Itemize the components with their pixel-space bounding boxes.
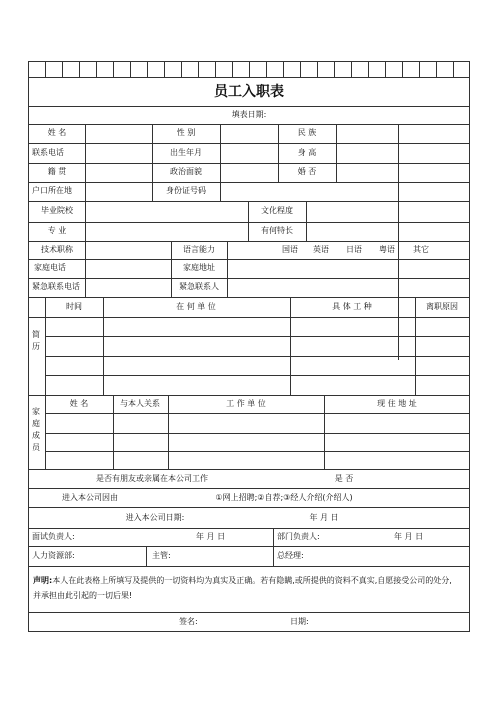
dept-head-label: 部门负责人: (277, 532, 320, 541)
emergency-phone-label: 紧急联系电话 (32, 282, 80, 291)
col-line (168, 395, 169, 469)
col-line (146, 546, 147, 566)
col-line (220, 124, 221, 182)
specialty-label: 有何特长 (261, 226, 293, 235)
col-line (220, 182, 221, 201)
border-left (28, 61, 29, 632)
grid-tick (436, 61, 437, 77)
grid-tick (62, 61, 63, 77)
row-line (28, 488, 470, 489)
family-header-name: 姓 名 (69, 399, 89, 408)
education-label: 文化程度 (261, 206, 293, 215)
row-line (45, 336, 470, 337)
row-line (45, 433, 470, 434)
col-line (248, 201, 249, 241)
row-line (28, 278, 470, 279)
row-line (28, 143, 470, 144)
family-header-address: 现 住 地 址 (377, 399, 417, 408)
birth-label: 出生年月 (170, 148, 202, 157)
family-label-char: 成 (32, 431, 40, 440)
col-line (324, 395, 325, 469)
resume-header-employer: 在 何 单 位 (176, 302, 216, 311)
family-label-char: 庭 (32, 419, 40, 428)
grid-tick (164, 61, 165, 77)
col-line (85, 124, 86, 182)
ethnicity-label: 民 族 (297, 128, 317, 137)
resume-header-leave-reason: 离职原因 (426, 302, 458, 311)
row-line (28, 124, 470, 125)
language-option: 其它 (413, 245, 429, 254)
row-line (28, 182, 470, 183)
family-header-relation: 与本人关系 (120, 399, 160, 408)
language-label: 语言能力 (183, 245, 215, 254)
col-line (415, 297, 416, 395)
major-label: 专 业 (47, 226, 67, 235)
grid-tick (419, 61, 420, 77)
family-label-char: 员 (32, 443, 40, 452)
grid-tick (249, 61, 250, 77)
phone-label: 联系电话 (32, 148, 64, 157)
school-label: 毕业院校 (41, 206, 73, 215)
grid-tick (147, 61, 148, 77)
supervisor-label: 主管: (152, 551, 171, 560)
grid-tick (96, 61, 97, 77)
declaration-text: 本人在此表格上所填写及提供的一切资料均为真实及正确。若有隐瞒,或所提供的资料不真实,自愿接受公司的处分,并承担由此引起的一切后果! (33, 576, 452, 600)
title-rank-label: 技术职称 (41, 245, 73, 254)
row-line (28, 259, 470, 260)
grid-tick (385, 61, 386, 77)
employee-onboarding-form (28, 61, 470, 632)
grid-tick (453, 61, 454, 77)
col-line (306, 201, 307, 241)
grid-tick (317, 61, 318, 77)
declaration (33, 573, 457, 603)
row-line (28, 528, 470, 529)
hr-label: 人力资源部: (32, 551, 75, 560)
fill-date-label: 填表日期: (231, 110, 267, 119)
col-line (85, 201, 86, 241)
grid-tick (368, 61, 369, 77)
grid-tick (215, 61, 216, 77)
resume-label-char: 历 (32, 342, 40, 351)
col-line (336, 124, 337, 182)
language-option: 国语 (282, 245, 298, 254)
grid-tick (402, 61, 403, 77)
border-bottom (28, 631, 470, 632)
row-line (28, 201, 470, 202)
grid-tick (266, 61, 267, 77)
signature-label: 签名: (179, 617, 198, 626)
row-line (45, 451, 470, 452)
name-label: 姓 名 (47, 128, 67, 137)
grid-tick (300, 61, 301, 77)
row-line (28, 469, 470, 470)
relatives-answer: 是 否 (334, 474, 354, 483)
row-line (45, 413, 470, 414)
political-label: 政治面貌 (170, 167, 202, 176)
col-line (398, 124, 399, 360)
row-line (28, 297, 470, 298)
join-reason-label: 进入本公司因由 (62, 493, 118, 502)
resume-header-job: 具 体 工 种 (332, 302, 372, 311)
col-line (113, 395, 114, 469)
hukou-label: 户口所在地 (32, 186, 72, 195)
col-line (152, 124, 153, 182)
relatives-question: 是否有朋友或亲属在本公司工作 (96, 474, 208, 483)
col-line (85, 182, 86, 201)
col-line (278, 124, 279, 182)
entry-date-value: 年 月 日 (309, 513, 339, 522)
form-title: 员工入职表 (214, 84, 284, 100)
gender-label: 性 别 (176, 128, 196, 137)
sign-date-label: 日期: (290, 617, 309, 626)
height-label: 身 高 (297, 148, 317, 157)
row-line (28, 241, 470, 242)
col-line (103, 297, 104, 395)
grid-tick (283, 61, 284, 77)
col-line (227, 241, 228, 297)
row-line (28, 395, 470, 396)
grid-tick (334, 61, 335, 77)
row-line (28, 507, 470, 508)
grid-tick (130, 61, 131, 77)
family-header-workplace: 工 作 单 位 (226, 399, 266, 408)
id-number-label: 身份证号码 (166, 186, 206, 195)
grid-tick (232, 61, 233, 77)
resume-header-time: 时间 (66, 302, 82, 311)
family-label-char: 家 (32, 407, 40, 416)
row-line (28, 546, 470, 547)
row-line (28, 77, 470, 78)
grid-tick (351, 61, 352, 77)
grid-tick (198, 61, 199, 77)
row-line (28, 222, 470, 223)
grid-tick (79, 61, 80, 77)
home-address-label: 家庭地址 (183, 263, 215, 272)
marital-label: 婚 否 (297, 167, 317, 176)
dept-head-date: 年 月 日 (394, 532, 424, 541)
col-line (85, 241, 86, 297)
col-line (171, 241, 172, 297)
emergency-contact-label: 紧急联系人 (179, 282, 219, 291)
col-line (45, 297, 46, 469)
row-line (28, 163, 470, 164)
col-line (290, 297, 291, 395)
language-option: 日语 (346, 245, 362, 254)
grid-tick (181, 61, 182, 77)
join-reason-options: ①网上招聘;②自荐;③经人介绍(介绍人) (215, 493, 353, 502)
declaration-label: 声明: (33, 576, 53, 585)
row-line (28, 106, 470, 107)
language-option: 粤语 (379, 245, 395, 254)
row-line (45, 375, 470, 376)
interviewer-date: 年 月 日 (196, 532, 226, 541)
row-line (45, 356, 470, 357)
home-phone-label: 家庭电话 (34, 263, 66, 272)
border-right (469, 61, 470, 632)
row-line (28, 317, 470, 318)
origin-label: 籍 贯 (47, 167, 67, 176)
language-option: 英语 (313, 245, 329, 254)
row-line (28, 566, 470, 567)
interviewer-label: 面试负责人: (32, 532, 75, 541)
family-section-label (31, 406, 41, 454)
gm-label: 总经理: (277, 551, 304, 560)
col-line (152, 182, 153, 201)
col-line (273, 528, 274, 566)
resume-section-label (31, 329, 41, 353)
row-line (28, 612, 470, 613)
entry-date-label: 进入本公司日期: (125, 513, 185, 522)
grid-tick (45, 61, 46, 77)
grid-tick (113, 61, 114, 77)
resume-label-char: 简 (32, 330, 40, 339)
